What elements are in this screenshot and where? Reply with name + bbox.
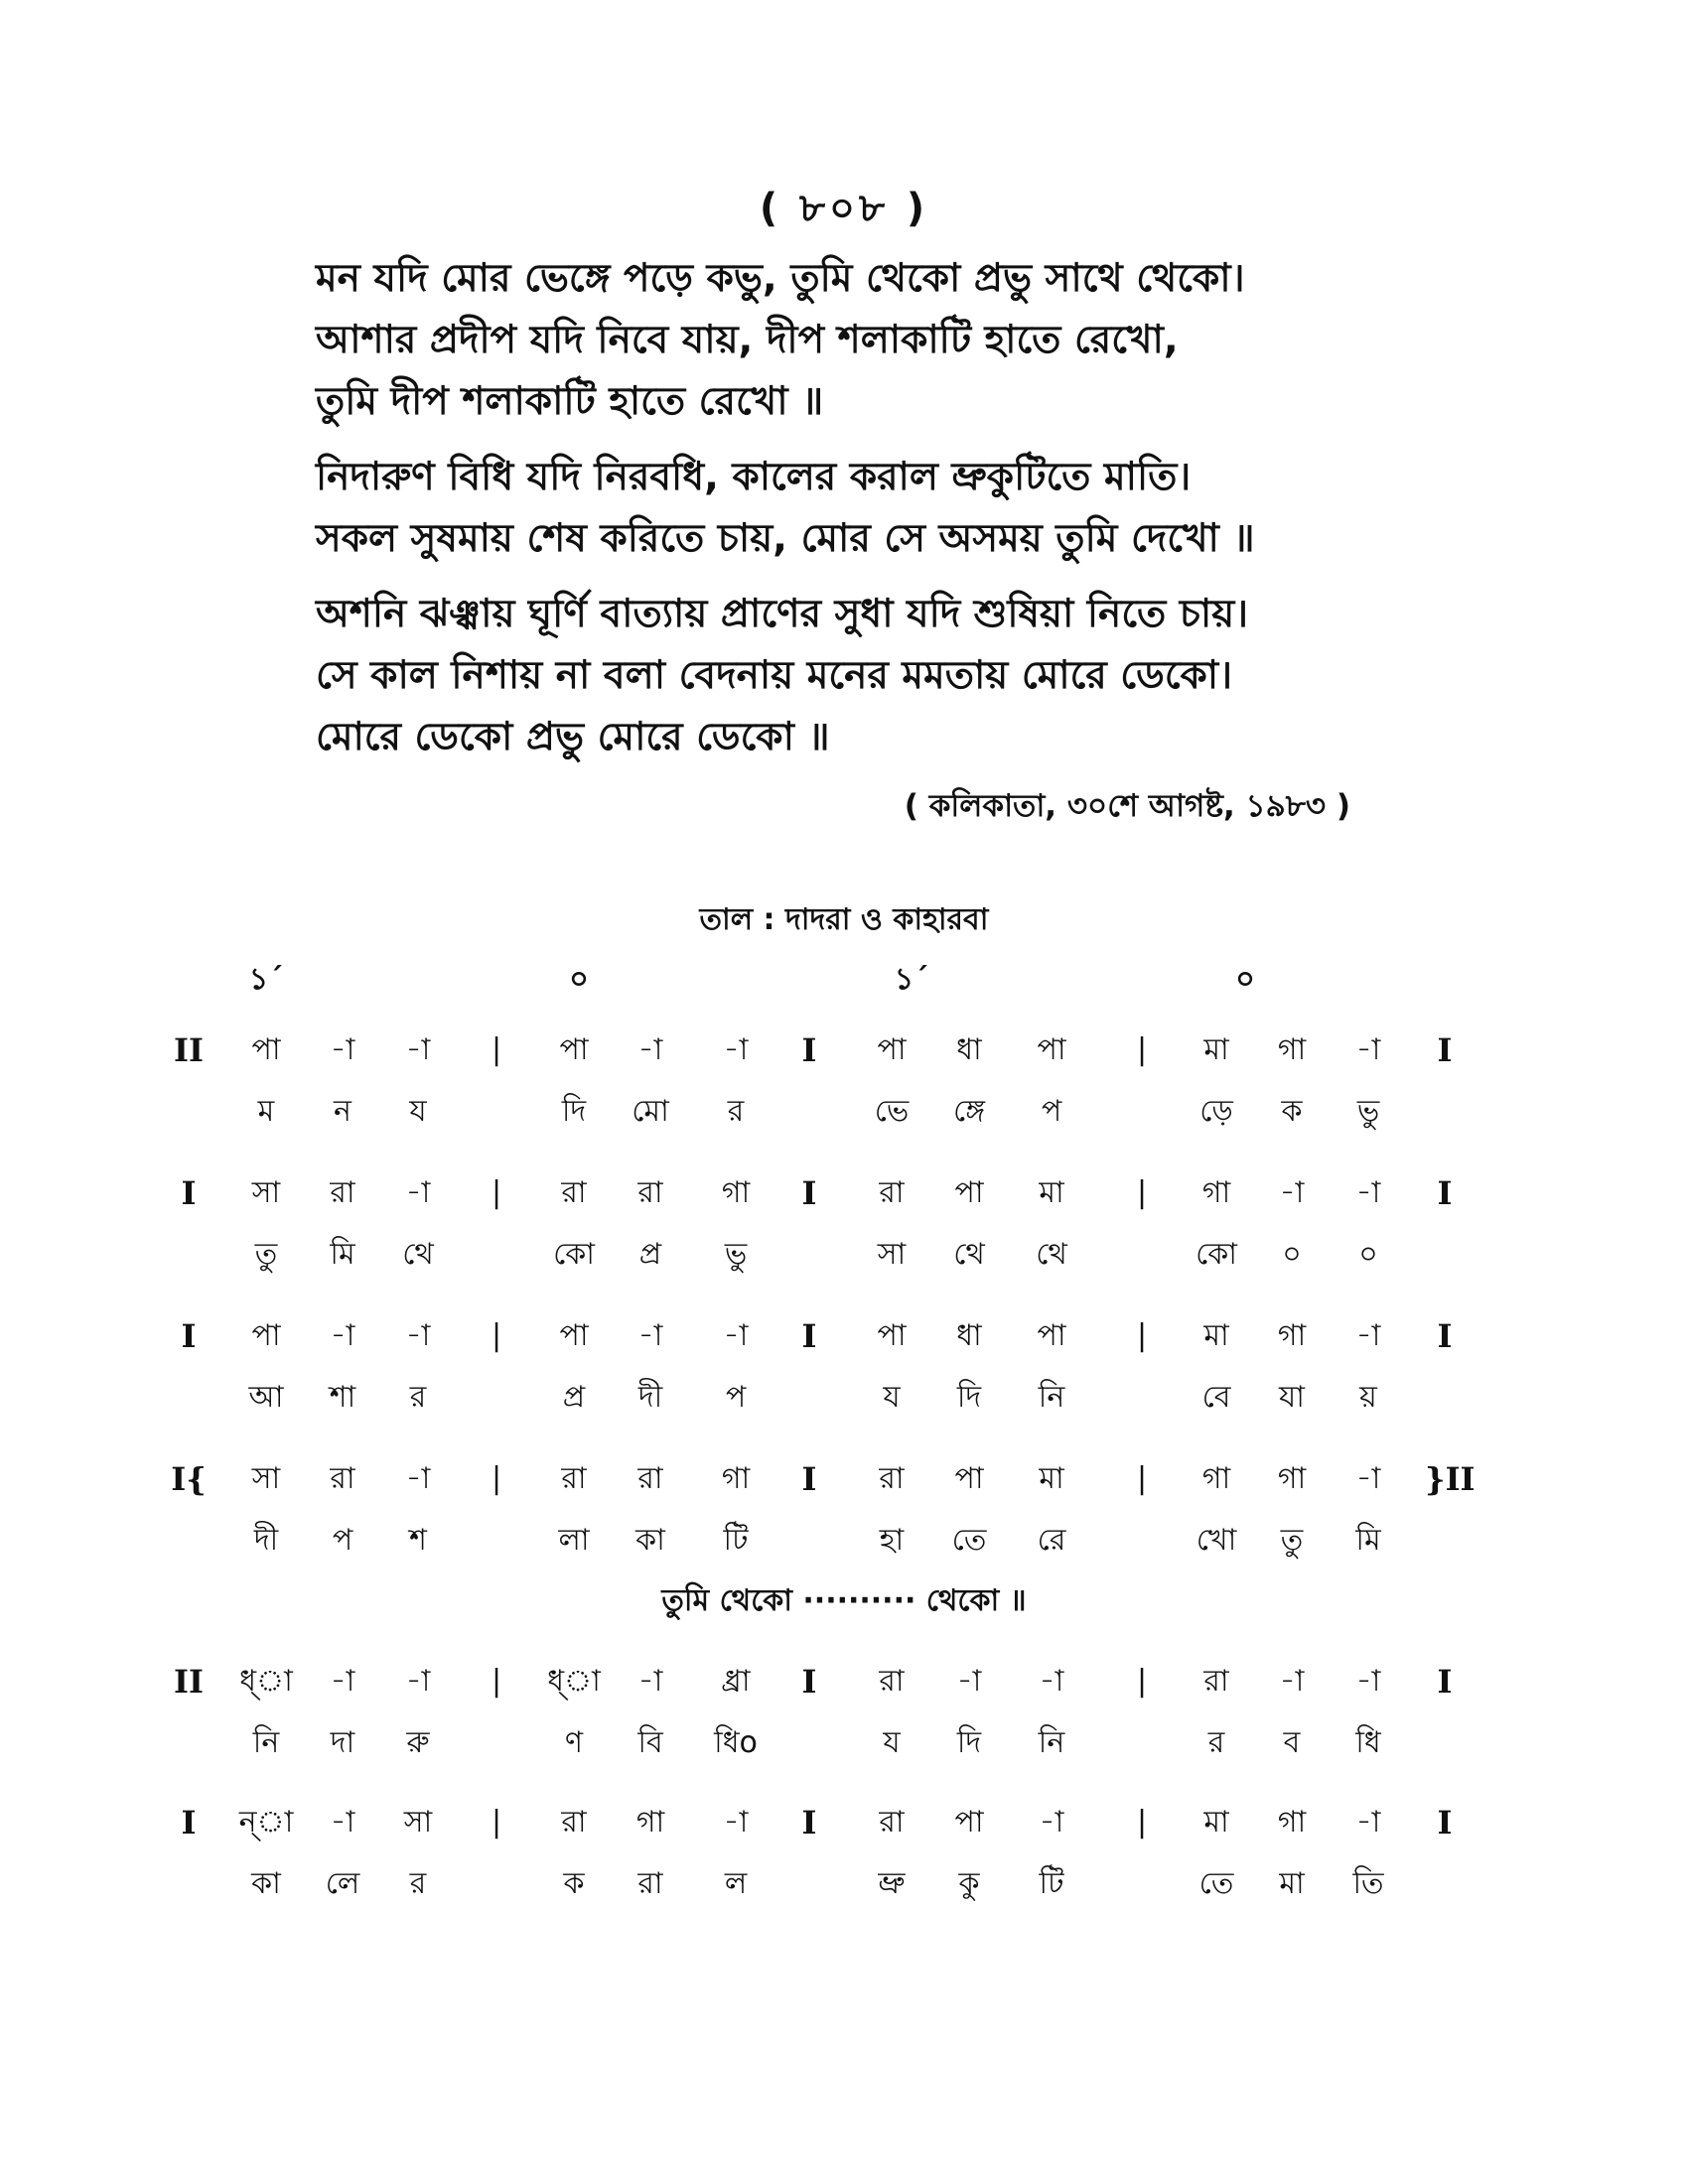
lyric-cell: প্র <box>562 1380 586 1415</box>
swara-cell: -া <box>330 1318 355 1353</box>
lyric-cell: থে <box>953 1237 985 1272</box>
swara-cell: -া <box>723 1805 749 1840</box>
lyric-cell: আ <box>248 1380 284 1415</box>
lyric-cell: তি <box>1352 1866 1384 1901</box>
swara-cell: -া <box>1355 1318 1381 1353</box>
row-open-marker: I{ <box>171 1460 207 1498</box>
lyric-cell: য <box>883 1380 901 1415</box>
swara-row <box>0 1652 1688 1711</box>
refrain-note: তুমি থেকো ·········· থেকো ॥ <box>661 1583 1027 1618</box>
beat-separator: | <box>491 1175 502 1210</box>
row-open-marker: I <box>181 1317 197 1355</box>
swara-cell: ধ্া <box>547 1664 601 1699</box>
beat-mark: ০ <box>569 962 589 997</box>
lyric-cell: প্র <box>638 1237 662 1272</box>
swara-cell: গা <box>1277 1805 1307 1840</box>
swara-cell: -া <box>405 1318 431 1353</box>
swara-cell: সা <box>251 1175 281 1210</box>
lyric-cell: থে <box>1036 1237 1067 1272</box>
swara-cell: ধ্রা <box>721 1664 751 1699</box>
lyric-cell: দা <box>330 1725 355 1760</box>
swara-cell: পা <box>954 1805 984 1840</box>
swara-cell: ধা <box>956 1318 982 1353</box>
lyric-cell: র <box>1207 1725 1225 1760</box>
swara-cell: -া <box>723 1032 749 1067</box>
swara-cell: রা <box>561 1805 587 1840</box>
lyric-cell: সা <box>877 1237 907 1272</box>
tala-title: তাল : দাদরা ও কাহারবা <box>699 902 989 937</box>
lyric-cell: বি <box>637 1725 663 1760</box>
lyric-row <box>0 1225 1688 1285</box>
lyric-cell: প <box>725 1380 747 1415</box>
swara-row <box>0 1793 1688 1852</box>
row-close-marker: I <box>1437 1663 1453 1701</box>
swara-cell: গা <box>1201 1461 1231 1496</box>
lyric-cell: খো <box>1196 1523 1237 1558</box>
swara-cell: রা <box>637 1461 663 1496</box>
lyric-cell: য <box>409 1094 427 1129</box>
swara-cell: পা <box>877 1318 907 1353</box>
lyric-cell: ভে <box>874 1094 910 1129</box>
lyric-cell: মো <box>632 1094 669 1129</box>
bar-separator: I <box>801 1460 817 1498</box>
swara-cell: -া <box>330 1805 355 1840</box>
lyric-cell: টি <box>1039 1866 1064 1901</box>
swara-cell: রা <box>561 1175 587 1210</box>
poem-line: সকল সুষমায় শেষ করিতে চায়, মোর সে অসময় তুমি দেখো ॥ <box>316 516 1255 561</box>
lyric-cell: হা <box>879 1523 905 1558</box>
beat-mark: ১´ <box>248 962 284 997</box>
swara-cell: রা <box>879 1805 905 1840</box>
lyric-cell: নি <box>252 1725 280 1760</box>
lyric-cell: তু <box>1280 1523 1304 1558</box>
lyric-cell: কো <box>553 1237 595 1272</box>
lyric-cell: তে <box>1198 1866 1234 1901</box>
lyric-cell: নি <box>1038 1725 1065 1760</box>
swara-cell: গা <box>1201 1175 1231 1210</box>
lyric-row <box>0 1082 1688 1142</box>
lyric-cell: ভ্রু <box>878 1866 906 1901</box>
swara-cell: -া <box>1355 1175 1381 1210</box>
swara-cell: -া <box>637 1664 663 1699</box>
swara-row <box>0 1163 1688 1223</box>
lyric-cell: ধিo <box>714 1725 758 1760</box>
swara-cell: ন্া <box>238 1805 294 1840</box>
stanza-3 <box>316 584 1458 768</box>
swara-cell: -া <box>637 1318 663 1353</box>
swara-cell: -া <box>330 1032 355 1067</box>
row-open-marker: II <box>174 1663 204 1701</box>
swara-cell: -া <box>1039 1805 1064 1840</box>
beat-separator: | <box>491 1032 502 1067</box>
swara-cell: -া <box>405 1461 431 1496</box>
swara-cell: পা <box>954 1175 984 1210</box>
beat-separator: | <box>491 1664 502 1699</box>
swara-cell: গা <box>721 1461 751 1496</box>
lyric-cell: প <box>1041 1094 1062 1129</box>
swara-cell: পা <box>1037 1318 1066 1353</box>
bar-separator: I <box>801 1317 817 1355</box>
lyric-cell: ০ <box>1282 1237 1302 1272</box>
lyric-cell: র <box>727 1094 745 1129</box>
lyric-cell: দী <box>253 1523 279 1558</box>
swara-cell: রা <box>637 1175 663 1210</box>
beat-separator: | <box>491 1318 502 1353</box>
lyric-cell: কা <box>635 1523 665 1558</box>
lyric-cell: ক <box>563 1866 585 1901</box>
row-close-marker: I <box>1437 1804 1453 1842</box>
page-number: ( ৮০৮ ) <box>759 186 929 231</box>
swara-cell: -া <box>1355 1664 1381 1699</box>
beat-separator: | <box>1136 1318 1148 1353</box>
lyric-cell: য <box>883 1725 901 1760</box>
row-close-marker: I <box>1437 1031 1453 1069</box>
swara-cell: -া <box>1039 1664 1064 1699</box>
lyric-cell: যা <box>1279 1380 1305 1415</box>
lyric-cell: তু <box>254 1237 278 1272</box>
row-open-marker: II <box>174 1031 204 1069</box>
lyric-cell: ভু <box>724 1237 748 1272</box>
swara-cell: পা <box>251 1032 281 1067</box>
swara-cell: সা <box>403 1805 433 1840</box>
lyric-cell: বে <box>1201 1380 1231 1415</box>
lyric-cell: ণ <box>564 1725 584 1760</box>
lyric-cell: দী <box>637 1380 663 1415</box>
swara-row <box>0 1306 1688 1366</box>
swara-cell: -া <box>1355 1461 1381 1496</box>
swara-cell: গা <box>1277 1318 1307 1353</box>
swara-cell: রা <box>879 1175 905 1210</box>
poem-line: নিদারুণ বিধি যদি নিরবধি, কালের করাল ভ্রুকুটিতে মাতি। <box>316 455 1192 499</box>
lyric-cell: তে <box>951 1523 987 1558</box>
swara-cell: রা <box>879 1664 905 1699</box>
row-open-marker: I <box>181 1804 197 1842</box>
lyric-cell: রা <box>637 1866 663 1901</box>
swara-cell: রা <box>330 1175 355 1210</box>
lyric-cell: দি <box>561 1094 587 1129</box>
lyric-cell: ক <box>1281 1094 1303 1129</box>
swara-cell: -া <box>1279 1664 1305 1699</box>
poem-line: মন যদি মোর ভেঙ্গে পড়ে কভু, তুমি থেকো প্রভু সাথে থেকো। <box>316 256 1245 301</box>
swara-cell: ধ্া <box>239 1664 293 1699</box>
lyric-cell: শা <box>329 1380 356 1415</box>
lyric-cell: ন <box>334 1094 352 1129</box>
lyric-cell: ম <box>257 1094 275 1129</box>
lyric-row <box>0 1713 1688 1773</box>
swara-row <box>0 1449 1688 1509</box>
beat-mark: ০ <box>1235 962 1255 997</box>
bar-separator: I <box>801 1174 817 1212</box>
swara-cell: -া <box>405 1664 431 1699</box>
lyric-cell: ব <box>1283 1725 1301 1760</box>
swara-cell: গা <box>1277 1461 1307 1496</box>
beat-separator: | <box>1136 1664 1148 1699</box>
poem-line: তুমি দীপ শলাকাটি হাতে রেখো ॥ <box>316 379 824 424</box>
lyric-cell: মি <box>1355 1523 1381 1558</box>
swara-cell: পা <box>877 1032 907 1067</box>
lyric-cell: লা <box>558 1523 590 1558</box>
lyric-cell: য় <box>1359 1380 1377 1415</box>
swara-cell: রা <box>879 1461 905 1496</box>
stanza-1 <box>316 248 1458 433</box>
swara-cell: পা <box>954 1461 984 1496</box>
swara-cell: পা <box>559 1318 589 1353</box>
row-close-marker: I <box>1437 1317 1453 1355</box>
bar-separator: I <box>801 1804 817 1842</box>
stanza-2 <box>316 447 1458 570</box>
swara-cell: পা <box>251 1318 281 1353</box>
beat-mark: ১´ <box>894 962 929 997</box>
beat-separator: | <box>491 1461 502 1496</box>
lyric-cell: রু <box>406 1725 430 1760</box>
lyric-row <box>0 1854 1688 1914</box>
beat-separator: | <box>1136 1461 1148 1496</box>
lyric-cell: থে <box>402 1237 434 1272</box>
lyric-cell: কা <box>251 1866 281 1901</box>
lyric-row <box>0 1511 1688 1570</box>
swara-cell: -া <box>405 1032 431 1067</box>
lyric-cell: ড়ে <box>1199 1094 1233 1129</box>
swara-cell: ধা <box>956 1032 982 1067</box>
swara-cell: রা <box>561 1461 587 1496</box>
row-close-marker: }II <box>1425 1460 1476 1498</box>
lyric-cell: মা <box>1279 1866 1305 1901</box>
swara-cell: -া <box>637 1032 663 1067</box>
swara-cell: গা <box>1277 1032 1307 1067</box>
lyric-cell: ল <box>724 1866 748 1901</box>
beat-separator: | <box>491 1805 502 1840</box>
lyric-cell: প <box>332 1523 353 1558</box>
swara-cell: -া <box>723 1318 749 1353</box>
poem-line: মোরে ডেকো প্রভু মোরে ডেকো ॥ <box>316 715 830 759</box>
poem <box>316 248 1458 782</box>
swara-cell: গা <box>721 1175 751 1210</box>
lyric-cell: দি <box>956 1725 982 1760</box>
lyric-cell: ধি <box>1355 1725 1381 1760</box>
swara-cell: -া <box>330 1664 355 1699</box>
poem-line: অশনি ঝঞ্ঝায় ঘূর্ণি বাত্যায় প্রাণের সুধা যদি শুষিয়া নিতে চায়। <box>316 592 1249 636</box>
swara-row <box>0 1021 1688 1080</box>
swara-cell: মা <box>1039 1175 1064 1210</box>
lyric-cell: শ <box>409 1523 427 1558</box>
lyric-cell: ঙ্গে <box>952 1094 986 1129</box>
bar-separator: I <box>801 1663 817 1701</box>
swara-cell: -া <box>956 1664 982 1699</box>
swara-cell: -া <box>1355 1805 1381 1840</box>
swara-cell: গা <box>635 1805 665 1840</box>
lyric-cell: ভু <box>1356 1094 1380 1129</box>
lyric-cell: র <box>409 1380 427 1415</box>
swara-cell: রা <box>330 1461 355 1496</box>
beat-separator: | <box>1136 1175 1148 1210</box>
bar-separator: I <box>801 1031 817 1069</box>
lyric-cell: দি <box>956 1380 982 1415</box>
lyric-cell: ০ <box>1358 1237 1378 1272</box>
swara-cell: -া <box>1279 1175 1305 1210</box>
swara-cell: মা <box>1039 1461 1064 1496</box>
swara-cell: মা <box>1203 1032 1229 1067</box>
swara-cell: রা <box>1203 1664 1229 1699</box>
swara-cell: -া <box>1355 1032 1381 1067</box>
swara-cell: পা <box>559 1032 589 1067</box>
lyric-cell: কো <box>1196 1237 1237 1272</box>
lyric-row <box>0 1368 1688 1428</box>
row-open-marker: I <box>181 1174 197 1212</box>
beat-separator: | <box>1136 1805 1148 1840</box>
swara-cell: মা <box>1203 1805 1229 1840</box>
swara-cell: সা <box>251 1461 281 1496</box>
lyric-cell: মি <box>330 1237 355 1272</box>
beat-separator: | <box>1136 1032 1148 1067</box>
row-close-marker: I <box>1437 1174 1453 1212</box>
lyric-cell: কু <box>958 1866 980 1901</box>
lyric-cell: লে <box>325 1866 360 1901</box>
lyric-cell: রে <box>1037 1523 1066 1558</box>
lyric-cell: র <box>409 1866 427 1901</box>
lyric-cell: নি <box>1038 1380 1065 1415</box>
poem-line: সে কাল নিশায় না বলা বেদনায় মনের মমতায় মোরে ডেকো। <box>316 653 1233 698</box>
lyric-cell: টি <box>723 1523 749 1558</box>
swara-cell: পা <box>1037 1032 1066 1067</box>
poem-line: আশার প্রদীপ যদি নিবে যায়, দীপ শলাকাটি হাতে রেখো, <box>316 318 1179 362</box>
poem-date: ( কলিকাতা, ৩০শে আগষ্ট, ১৯৮৩ ) <box>904 788 1350 824</box>
swara-cell: মা <box>1203 1318 1229 1353</box>
swara-cell: -া <box>405 1175 431 1210</box>
